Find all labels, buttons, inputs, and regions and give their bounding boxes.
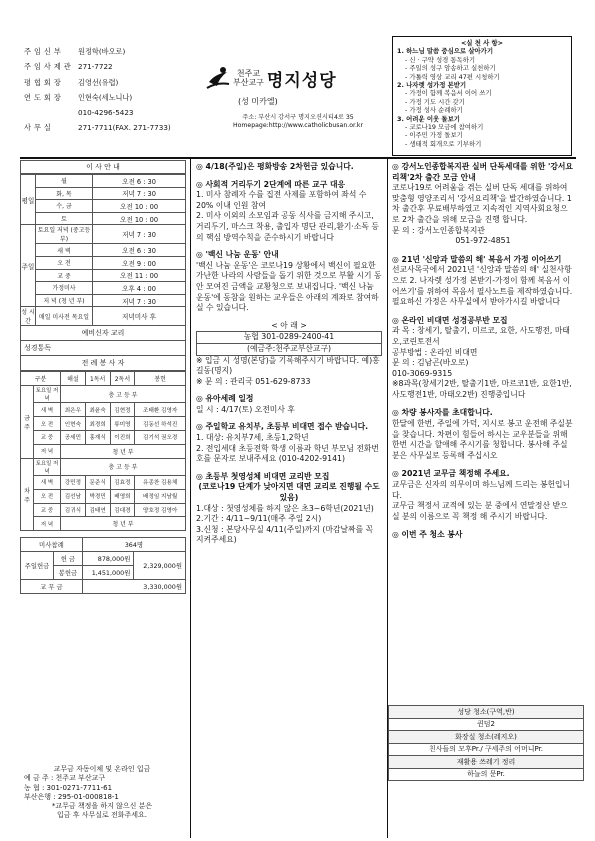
servers-header: 2독서 — [110, 372, 135, 386]
mass-row — [21, 269, 186, 282]
notice-line: 일 시 : 4/17(토) 오전미사 후 — [196, 404, 295, 414]
cleaning-table — [388, 705, 584, 781]
notice — [392, 408, 574, 461]
motto-subitem: - 가정 성사 순례하기 — [405, 106, 463, 115]
notice — [392, 162, 574, 247]
mass-row — [21, 256, 186, 269]
cleaning-row: 성당 청소(구역,반) — [389, 706, 584, 719]
notice-line: (코로나19 단계가 낮아지면 대면 교리로 진행될 수도 있음) — [198, 482, 380, 503]
servers-name: 배영희 — [110, 489, 135, 503]
transfer-line: 부산은행 : 295-01-000818-1 — [24, 792, 119, 801]
offering-label: 주일헌금 — [21, 552, 54, 580]
mass-group-label: 주일 — [21, 225, 36, 307]
mass-row — [21, 187, 186, 200]
motto-subitem: - 가정 기도 시간 갖기 — [405, 97, 465, 106]
notice — [196, 321, 382, 388]
parish-emblem-icon — [205, 64, 231, 92]
notice-heading: ◎ 차량 봉사자를 초대합니다. — [392, 408, 493, 418]
staff-list — [24, 44, 194, 136]
parish-logo — [205, 60, 385, 96]
mass-row — [21, 200, 186, 213]
patron-saint: (성 미카엘) — [238, 97, 278, 106]
notice — [392, 255, 574, 308]
notice-heading: ◎ 2021년 교무금 책정해 주세요. — [392, 469, 510, 479]
mass-slot: 수, 금 — [36, 200, 93, 213]
motto-subitem: - 가톨릭 영상 교리 47편 시청하기 — [405, 72, 500, 81]
notice-line: 과 목 : 창세기, 탈출기, 미르코, 요한, 사도행전, 마태오,코린토전서 — [392, 326, 570, 346]
notice-heading: ◎ 주일학교 유치부, 초등부 비대면 접수 받습니다. — [196, 422, 369, 432]
notice-line: 교무금 책정서 교적에 있는 분 중에서 연말정산 받으실 분의 이름으로 꼭 책정 해 주시기 바랍니다. — [392, 501, 568, 521]
servers-group: 청 년 부 — [61, 517, 186, 531]
servers-name: 김효정 — [110, 475, 135, 489]
mass-row — [21, 294, 186, 307]
servers-row — [21, 458, 186, 475]
notice-line: 1. 미사 참례자 수를 집전 사제를 포함하여 좌석 수 20% 이내 인원 참여 — [196, 190, 367, 210]
offering1-label: 헌 금 — [54, 552, 83, 566]
mass-time: 저녁 7 : 30 — [93, 187, 186, 200]
offering1-value: 878,000원 — [82, 552, 134, 566]
servers-row — [21, 489, 186, 503]
mass-schedule — [20, 174, 186, 326]
transfer-line: 입금 후 사무실로 전화주세요. — [56, 811, 148, 820]
staff-role: 연도회장 — [24, 92, 64, 102]
servers-name: 박경민 — [85, 489, 110, 503]
servers-slot: 오 전 — [34, 489, 61, 503]
motto-heading: 2. 나자렛 성가정 본받기 — [397, 81, 467, 90]
staff-name: 271-7722 — [78, 62, 113, 72]
servers-slot: 토요일 저 녁 — [34, 458, 61, 475]
staff-role: 주임사제관 — [24, 62, 74, 72]
notice-heading: ◎ 이번 주 청소 봉사 — [392, 530, 463, 540]
mass-time: 오전 9 : 00 — [93, 256, 186, 269]
transfer-line: 교무금 자동이체 및 온라인 입금 — [53, 765, 151, 773]
moving-title: 이 사 안 내 — [20, 160, 186, 174]
notice-line: 2.기간 : 4/11~9/11(매주 주일 2시) — [196, 514, 322, 524]
notice-line: 1. 대상: 유치부7세, 초등1,2학년 — [196, 433, 309, 443]
mass-slot: 토요일 저녁 (중고등부) — [36, 225, 93, 244]
notice-heading: ◎ 21년 '신앙과 말씀의 해' 복음서 가정 이어쓰기 — [392, 254, 562, 264]
staff-name: 원정학(바오로) — [78, 47, 126, 56]
servers-name: 유종찬 김용체 — [135, 475, 186, 489]
staff-row — [24, 120, 194, 135]
servers-slot: 저 녁 — [34, 517, 61, 531]
staff-role: 사무실 — [24, 123, 54, 133]
mass-row — [21, 244, 186, 257]
servers-name: 김태연 — [85, 503, 110, 517]
mass-time: 오전 6 : 30 — [93, 175, 186, 188]
notice-heading: ◎ 강서노인종합복지관 실버 단독세대를 위한 '강서요리책'2차 출간 모금 안내 — [392, 162, 573, 182]
servers-slot: 교 중 — [34, 431, 61, 445]
servers-name: 김현정 — [110, 403, 135, 417]
bible-reading-label: 성경통독 — [20, 341, 186, 356]
servers-name: 김기석 권오경 — [135, 431, 186, 445]
servers-slot: 새 벽 — [34, 475, 61, 489]
notice — [196, 422, 382, 464]
servers-name: 공세민 — [61, 431, 86, 445]
mass-slot: 오 전 — [36, 256, 93, 269]
servers-name: 최은우 — [61, 403, 86, 417]
servers-name: 김귀식 — [61, 503, 86, 517]
notice — [392, 530, 574, 541]
notice-heading: ◎ 사회적 거리두기 2단계에 따른 교구 대응 — [196, 179, 346, 189]
notice — [196, 250, 382, 314]
notice — [196, 472, 382, 546]
servers-slot: 오 전 — [34, 417, 61, 431]
notice — [196, 180, 382, 244]
mass-row — [21, 282, 186, 295]
mass-time: 저녁 7 : 30 — [93, 294, 186, 307]
mass-time: 오전 10 : 00 — [93, 200, 186, 213]
catechumen-label: 예비신자 교리 — [20, 326, 186, 341]
servers-slot: 토요일 저 녁 — [34, 386, 61, 403]
notice-line: 한달에 한번, 주일에 가덕, 지시로 봉고 운전해 주실분을 찾습니다. 차편이 힘들어 하시는 교우분들을 위해 한번 시간을 할애해 주시기를 청합니다. 봉사해 주실 분은 사무실로 등록해 주십시오 — [392, 419, 573, 460]
servers-slot: 저 녁 — [34, 444, 61, 458]
notice-line: 선교사목국에서 2021년 '신앙과 말씀의 해' 실천사항으로 2. 나자렛 성가정 본받기-가정이 함께 복음서 이어쓰기'를 위하여 목음서 필사노트를 제작하였습니다. 필요하신 가정은 사무실에서 받아가시길 바랍니다 — [392, 265, 573, 307]
dues-value: 3,330,000원 — [82, 580, 185, 594]
motto-subitem: - 신 · 구약 성경 통독하기 — [405, 55, 476, 64]
servers-name: 인현숙 — [61, 417, 86, 431]
motto-subitem: - 생태적 회개으로 기부하기 — [405, 139, 482, 148]
notice-line: 1.대상 : 첫영성체를 하지 않은 초3~6학년(2021년) — [196, 503, 374, 513]
notice-heading: ◎ 온라인 비대면 성경공부반 모집 — [392, 315, 508, 325]
servers-name: 조태환 김영자 — [135, 403, 186, 417]
servers-group: 충 고 등 부 — [61, 386, 186, 403]
offering2-value: 1,451,000원 — [82, 566, 134, 580]
notice-line: 2. 전입세대 초등전학 학생 이름과 학년 부모님 전화번호를 문자로 보내주세요 (010-4202-9141) — [196, 443, 379, 464]
mass-slot: 토 — [36, 212, 93, 225]
staff-row — [24, 44, 194, 59]
staff-name: 김영선(유렵) — [78, 77, 119, 87]
mass-slot: 저 녁 (청 년 부) — [36, 294, 93, 307]
servers-header: 해설 — [61, 372, 86, 386]
notice-heading: < 아 래 > — [271, 320, 307, 330]
cleaning-row: 재활용 쓰레기 정리 — [389, 756, 584, 769]
notice-heading: ◎ 4/18(주일)은 평화방송 2차헌금 있습니다. — [196, 162, 354, 171]
notice-line: 3.신청 : 본당사무실 4/11(주일)까지 (마감날짜를 꼭 지켜주세요) — [196, 524, 374, 545]
servers-group: 청 년 부 — [61, 444, 186, 458]
attend-label: 미사참례 — [21, 538, 83, 552]
mass-row — [21, 175, 186, 188]
servers-header: 1독서 — [85, 372, 110, 386]
cleaning-row: 친사들의 모후Pr./ 구세주의 어머니Pr. — [389, 743, 584, 756]
notice-line: '백신 나눔 운동'은 코로나19 상황에서 백신이 필요한 가난한 나라의 사람들을 돕기 위한 것으로 부활 시기 동안 모여진 금액을 교황청으로 보내집니다. '백신 나눔 운동'에 동참을 원하는 교우들은 아래의 계좌로 참여하실 수 있습니다. — [196, 260, 382, 313]
servers-table — [20, 371, 186, 531]
notice-line: ※ 입금 시 성명(본당)을 기록해주시기 바랍니다. 예)홍길동(명지) — [196, 355, 380, 376]
transfer-line: 농 협 : 301-0271-7711-61 — [24, 783, 113, 792]
servers-row — [21, 475, 186, 489]
mass-slot: 교 중 — [36, 269, 93, 282]
servers-header: 봉헌 — [135, 372, 186, 386]
notice-line: 문 의 : 강서노인종합복지관 — [392, 225, 485, 235]
confession-when: 매일 미사전 목요일 — [36, 307, 93, 326]
staff-name: 인현숙(세노니나) — [78, 92, 133, 102]
homepage-link[interactable]: Homepage:http://www.catholicbusan.or.kr — [232, 122, 364, 129]
middle-column — [196, 162, 382, 553]
mass-slot: 가정미사 — [36, 282, 93, 295]
staff-row — [24, 105, 194, 120]
servers-row — [21, 431, 186, 445]
mass-slot: 새 벽 — [36, 244, 93, 257]
offering2-label: 봉헌금 — [54, 566, 83, 580]
motto-heading: 3. 어려운 이웃 돌보기 — [397, 114, 460, 123]
notice-heading: ◎ 유아세례 일정 — [196, 394, 254, 404]
servers-name: 최경희 — [85, 417, 110, 431]
servers-name: 최윤숙 — [85, 403, 110, 417]
mass-time: 오전 11 : 00 — [93, 269, 186, 282]
notice-line: 051-972-4851 — [455, 236, 511, 246]
servers-group: 충 고 등 부 — [61, 458, 186, 475]
servers-week-label: 금 주 — [21, 386, 34, 459]
motto-heading: 1. 하느님 말씀 중심으로 살아가기 — [397, 47, 494, 56]
notice-line: 교무금은 신자의 의무이며 하느님께 드리는 봉헌입니다. — [392, 480, 571, 500]
servers-row — [21, 386, 186, 403]
right-column — [392, 162, 574, 549]
staff-row — [24, 75, 194, 90]
servers-name: 강민정 — [61, 475, 86, 489]
servers-name: 김대경 — [110, 503, 135, 517]
cleaning-row: 퀸덤2 — [389, 718, 584, 731]
address-block: 주소: 부산시 강서구 명지오션시티4로 35 Homepage:http://www.catholicbusan.or.kr — [203, 114, 393, 130]
notice-line: 농협 301-0289-2400-41 — [196, 331, 382, 344]
notice-line: 공부방법 : 온라인 비대면 — [392, 347, 478, 357]
finance-table — [20, 537, 186, 594]
notice — [196, 394, 382, 415]
mass-time: 오전 6 : 30 — [93, 244, 186, 257]
notice-line: 문 의 : 김남곤(바오로) — [392, 358, 469, 368]
motto-subitem: - 가정이 함께 복음서 이어 쓰기 — [405, 89, 492, 98]
servers-name: 홍재식 — [85, 431, 110, 445]
mass-time: 저녁 7 : 30 — [93, 225, 186, 244]
servers-name: 양호정 김영아 — [135, 503, 186, 517]
staff-role: 주임신부 — [24, 47, 64, 56]
mass-row — [21, 225, 186, 244]
servers-row — [21, 444, 186, 458]
servers-row — [21, 517, 186, 531]
attend-value: 364명 — [82, 538, 185, 552]
mass-group-label: 평일 — [21, 175, 36, 225]
notice-line: 010-3069-9315 — [392, 368, 453, 378]
servers-name: 문준식 — [85, 475, 110, 489]
servers-name: 류미영 — [110, 417, 135, 431]
notice-line: (예금주:천주교부산교구) — [196, 344, 382, 356]
notice — [392, 469, 574, 522]
servers-slot: 새 벽 — [34, 403, 61, 417]
staff-name: 271-7711(FAX. 271-7733) — [78, 123, 171, 133]
offering-total: 2,329,000원 — [134, 552, 186, 580]
dues-label: 교 무 금 — [21, 580, 83, 594]
practice-items-box — [392, 36, 572, 156]
servers-name: 이진희 — [110, 431, 135, 445]
motto-subitem: - 주일의 성구 암송하고 실천하기 — [405, 64, 496, 73]
notice — [196, 162, 382, 173]
logo-subtitle: 천주교 부산교구 — [233, 69, 264, 87]
servers-row — [21, 403, 186, 417]
servers-name: 김선남 — [61, 489, 86, 503]
transfer-line: *교무금 책정을 하지 않으신 분은 — [51, 802, 153, 811]
header-divider — [20, 157, 576, 159]
cleaning-row: 하늘의 문Pr. — [389, 768, 584, 781]
staff-name: 010-4296-5423 — [78, 108, 134, 118]
servers-week-label: 차 주 — [21, 458, 34, 531]
mass-time: 오전 10 : 00 — [93, 212, 186, 225]
staff-role: 평협회장 — [24, 77, 64, 87]
transfer-line: 예 금 주 : 천주교 부산교구 — [24, 774, 106, 783]
staff-row — [24, 59, 194, 74]
servers-row — [21, 503, 186, 517]
servers-row — [21, 417, 186, 431]
staff-row — [24, 90, 194, 105]
mass-time: 오후 4 : 00 — [93, 282, 186, 295]
motto-subitem: - 코로나19 모금에 참여하기 — [405, 123, 484, 132]
confession-time: 저녁미사 후 — [93, 307, 186, 326]
confession-label: 성 시간 — [21, 307, 36, 326]
cleaning-roster — [388, 705, 584, 781]
notice — [392, 316, 574, 401]
cleaning-row: 화장실 청소(레지오) — [389, 731, 584, 744]
servers-title: 전 례 봉 사 자 — [20, 356, 186, 371]
notice-line: 코로나19로 어려움을 겪는 실버 단독 세대를 위하여 맞춤형 영양조리서 '강서요리책'을 발간하였습니다. 1차 출간후 무료배부하였고 지속적인 지역사회요청으로 2차 출간을 위해 모금을 진행 합니다. — [392, 183, 572, 224]
notice-heading: ◎ '백신 나눔 운동' 안내 — [196, 250, 279, 260]
servers-name: 김동선 하석진 — [135, 417, 186, 431]
notice-line: ※8과목(창세기2반, 탈출기1반, 마르코1반, 요한1반, 사도행전1반, 마태오2반) 진행중입니다 — [392, 379, 572, 399]
notice-line: 2. 미사 이외의 소모임과 공동 식사를 금지해 주시고, 거리두기, 마스크 착용, 출입자 명단 관리,환기·소독 등의 핵심 방역수칙을 준수하시기 바랍니다 — [196, 211, 379, 242]
servers-slot: 교 중 — [34, 503, 61, 517]
parish-name: 명지성당 — [266, 70, 337, 91]
mass-slot: 화, 목 — [36, 187, 93, 200]
motto-title: <실 천 사 항> — [460, 39, 504, 47]
column-divider-1 — [190, 158, 191, 838]
mass-row — [21, 212, 186, 225]
mass-slot: 월 — [36, 175, 93, 188]
notice-heading: ◎ 초등부 첫영성체 비대면 교리반 모집 — [196, 471, 330, 481]
left-column — [20, 160, 186, 594]
servers-name: 배정임 지남월 — [135, 489, 186, 503]
transfer-info — [24, 765, 180, 821]
servers-header: 구분 — [21, 372, 61, 386]
notice-line: ※ 문 의 : 관리국 051-629-8733 — [196, 376, 311, 386]
motto-subitem: - 이주민 가정 돌보기 — [405, 131, 463, 140]
staff-role — [24, 105, 78, 120]
